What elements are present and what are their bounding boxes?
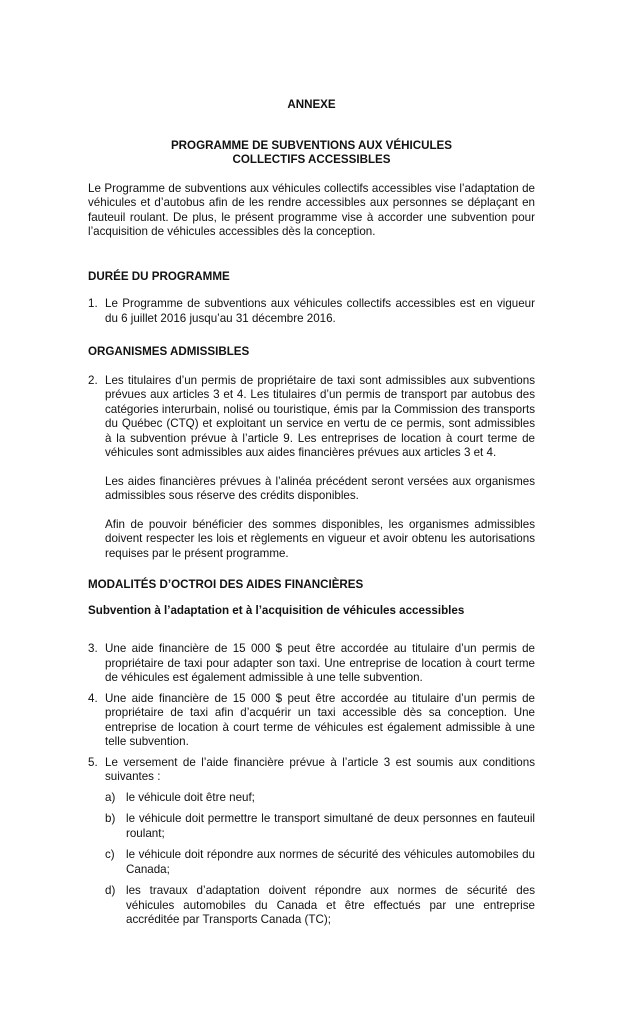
condition-letter: b) [105,812,116,825]
item-text: Une aide financière de 15 000 $ peut être accordée au titulaire d’un permis de propriétaire de taxi pour adapter son taxi. Une entreprise de location à court terme de véhicules est également admissible à une telle subvention. [105,642,535,684]
condition-text: le véhicule doit répondre aux normes de sécurité des véhicules automobiles du Canada; [126,848,535,876]
item-number: 1. [88,297,98,310]
item-text: Les titulaires d’un permis de propriétaire de taxi sont admissibles aux subventions prévues aux articles 3 et 4. Les titulaires d’un permis de transport par autobus des catégories interurbain, nolisé ou touristique, émis par la Commission des transports du Québec (CTQ) et exploitant un service en vertu de ce permis, sont admissibles à la subvention prévue à l’article 9. Les entreprises de location à court terme de véhicules sont admissibles aux aides financières prévues aux articles 3 et 4. [105,373,535,459]
program-title [88,139,535,168]
numbered-item-3 [88,642,535,686]
item-number: 5. [88,755,98,769]
item-text: Le Programme de subventions aux véhicules collectifs accessibles est en vigueur du 6 juillet 2016 jusqu’au 31 décembre 2016. [105,297,535,325]
item-number: 3. [88,642,98,655]
annex-title: ANNEXE [287,98,336,111]
condition-item-d [88,884,535,928]
condition-item-a [88,791,535,806]
document-body [88,98,535,935]
numbered-item-2 [88,374,535,461]
item-text: Le versement de l’aide financière prévue à l’article 3 est soumis aux conditions suivantes : [105,755,535,783]
numbered-item-5 [88,756,535,785]
section-heading-organismes: ORGANISMES ADMISSIBLES [88,345,250,358]
program-title-line-2: COLLECTIFS ACCESSIBLES [232,153,391,166]
item-number: 2. [88,373,98,387]
numbered-item-1 [88,297,535,326]
subsection-heading-subvention: Subvention à l’adaptation et à l’acquisition de véhicules accessibles [88,603,465,617]
program-title-line-1: PROGRAMME DE SUBVENTIONS AUX VÉHICULES [170,138,453,152]
section-heading-modalites: MODALITÉS D’OCTROI DES AIDES FINANCIÈRES [88,578,364,591]
organismes-paragraph-2: Les aides financières prévues à l’alinéa précédent seront versées aux organismes admissibles sous réserve des crédits disponibles. [105,474,535,502]
item-text: Une aide financière de 15 000 $ peut être accordée au titulaire d’un permis de propriétaire de taxi afin d’acquérir un taxi accessible dès sa conception. Une entreprise de location à court terme de véhicules est également admissible à une telle subvention. [105,691,535,748]
intro-paragraph: Le Programme de subventions aux véhicules collectifs accessibles vise l’adaptation de véhicules et d’autobus afin de les rendre accessibles aux personnes se déplaçant en fauteuil roulant. De plus, le présent programme vise à accorder une subvention pour l’acquisition de véhicules accessibles dès la conception. [88,181,535,238]
condition-letter: c) [105,848,115,861]
condition-text: le véhicule doit être neuf; [126,790,255,804]
section-heading-duree: DURÉE DU PROGRAMME [88,269,230,283]
condition-item-c [88,848,535,877]
condition-text: le véhicule doit permettre le transport simultané de deux personnes en fauteuil roulant; [126,812,535,840]
item-number: 4. [88,691,98,705]
condition-letter: d) [105,884,116,897]
condition-text: les travaux d’adaptation doivent répondre aux normes de sécurité des véhicules automobiles du Canada et être effectués par une entreprise accréditée par Transports Canada (TC); [126,884,535,926]
condition-item-b [88,812,535,841]
organismes-paragraph-3: Afin de pouvoir bénéficier des sommes disponibles, les organismes admissibles doivent respecter les lois et règlements en vigueur et avoir obtenu les autorisations requises par le présent programme. [105,517,535,560]
condition-letter: a) [105,790,116,804]
numbered-item-4 [88,692,535,750]
